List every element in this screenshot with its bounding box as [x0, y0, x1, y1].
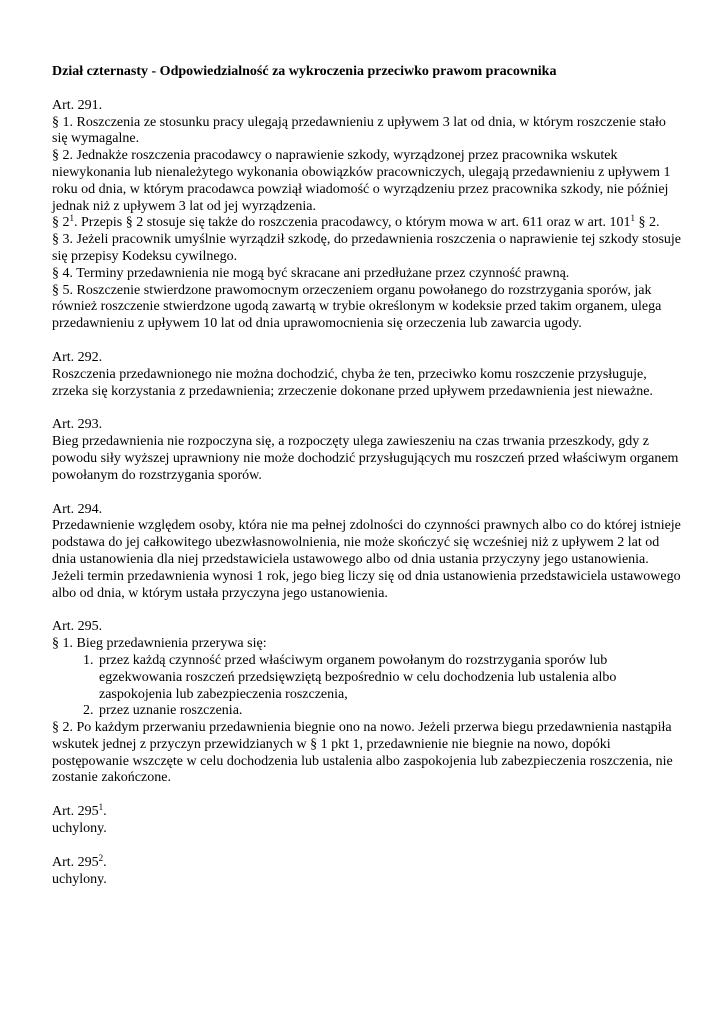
article-295-2 — [52, 852, 684, 889]
heading-text: Art. 295 — [52, 854, 99, 870]
paragraph-1: § 1. Bieg przedawnienia przerywa się: — [52, 636, 267, 652]
article-heading — [52, 852, 684, 872]
article-text: Bieg przedawnienia nie rozpoczyna się, a rozpoczęty ulega zawieszeniu na czas trwania przeszkody, gdy z powodu siły wyższej uprawniony nie może dochodzić przysługujących mu roszczeń przed właściwym organem powołanym do rozstrzygania sporów. — [52, 434, 679, 483]
heading-dot: . — [103, 804, 107, 820]
article-heading: Art. 292. — [52, 349, 103, 365]
article-291 — [52, 98, 684, 333]
article-heading: Art. 294. — [52, 501, 103, 517]
article-heading — [52, 804, 684, 821]
paragraph-4: § 4. Terminy przedawnienia nie mogą być skracane ani przedłużane przez czynność prawną. — [52, 265, 570, 281]
article-text: uchylony. — [52, 821, 107, 837]
article-heading: Art. 293. — [52, 417, 103, 433]
article-text: uchylony. — [52, 871, 107, 887]
points-list — [52, 653, 684, 720]
article-293 — [52, 417, 684, 484]
article-heading: Art. 291. — [52, 97, 103, 113]
paragraph-2: § 2. Jednakże roszczenia pracodawcy o naprawienie szkody, wyrządzonej przez pracownika wskutek niewykonania lub nienależytego wykonania obowiązków pracowniczych, ulegają przedawnieniu z upływem 1 roku od dnia, w którym pracodawca powziął wiadomość o wyrządzeniu przez pracownika szkody, nie później jednak niż z upływem 3 lat od jej wyrządzenia. — [52, 148, 671, 214]
article-295 — [52, 619, 684, 787]
paragraph-5: § 5. Roszczenie stwierdzone prawomocnym orzeczeniem organu powołanego do rozstrzygania sporów, jak również roszczenie stwierdzone ugodą zawartą w trybie określonym w kodeksie przed takim organem, ulega przedawnieniu z upływem 10 lat od dnia uprawomocnienia się orzeczenia lub zawarcia ugody. — [52, 282, 662, 332]
paragraph-3: § 3. Jeżeli pracownik umyślnie wyrządził szkodę, do przedawnienia roszczenia o naprawienie tej szkody stosuje się przepisy Kodeksu cywilnego. — [52, 232, 682, 264]
superscript: 1 — [630, 213, 635, 224]
paragraph-2-1-prefix: § 2 — [52, 215, 70, 231]
article-heading: Art. 295. — [52, 619, 103, 635]
list-item: 1. przez każdą czynność przed właściwym organem powołanym do rozstrzygania sporów lub egzekwowania roszczeń przedsięwziętą bezpośrednio w celu dochodzenia lub ustalenia albo zaspokojenia lub zabezpieczenia roszczenia, — [97, 653, 684, 703]
article-294 — [52, 502, 684, 603]
article-295-1 — [52, 804, 684, 838]
superscript: 1 — [98, 802, 104, 813]
paragraph-2-1 — [52, 215, 684, 232]
document-page — [52, 64, 684, 905]
heading-dot: . — [103, 854, 107, 870]
superscript: 1 — [69, 213, 74, 224]
paragraph-1: § 1. Roszczenia ze stosunku pracy ulegają przedawnieniu z upływem 3 lat od dnia, w którym roszczenie stało się wymagalne. — [52, 114, 666, 147]
list-item: 2. przez uznanie roszczenia. — [97, 703, 684, 720]
chapter-title: Dział czternasty - Odpowiedzialność za wykroczenia przeciwko prawom pracownika — [52, 64, 557, 79]
paragraph-2: § 2. Po każdym przerwaniu przedawnienia biegnie ono na nowo. Jeżeli przerwa biegu przedawnienia nastąpiła wskutek jednej z przyczyn przewidzianych w § 1 pkt 1, przedawnienie nie biegnie na nowo, dopóki postępowanie wszczęte w celu dochodzenia lub ustalenia albo zaspokojenia lub zabezpieczenia roszczenia, nie zostanie zakończone. — [52, 720, 673, 786]
heading-text: Art. 295 — [52, 804, 99, 820]
paragraph-2-1-text: . Przepis § 2 stosuje się także do roszczenia pracodawcy, o którym mowa w art. 611 oraz w art. 101 — [74, 215, 631, 231]
article-text: Roszczenia przedawnionego nie można dochodzić, chyba że ten, przeciwko komu roszczenie przysługuje, zrzeka się korzystania z przedawnienia; zrzeczenie dokonane przed upływem przedawnienia jest nieważne. — [52, 366, 653, 399]
paragraph-2-1-suffix: § 2. — [634, 215, 660, 231]
article-292 — [52, 350, 684, 400]
article-text: Przedawnienie względem osoby, która nie ma pełnej zdolności do czynności prawnych albo co do której istnieje podstawa do jej całkowitego ubezwłasnowolnienia, nie może skończyć się wcześniej niż z upływem 2 lat od dnia ustanowienia dla niej przedstawiciela ustawowego albo od dnia ustania przyczyny jego ustanowienia. Jeżeli termin przedawnienia wynosi 1 rok, jego bieg liczy się od dnia ustanowienia przedstawiciela ustawowego albo od dnia, w którym ustała przyczyna jego ustanowienia. — [52, 518, 681, 601]
superscript: 2 — [98, 852, 104, 863]
